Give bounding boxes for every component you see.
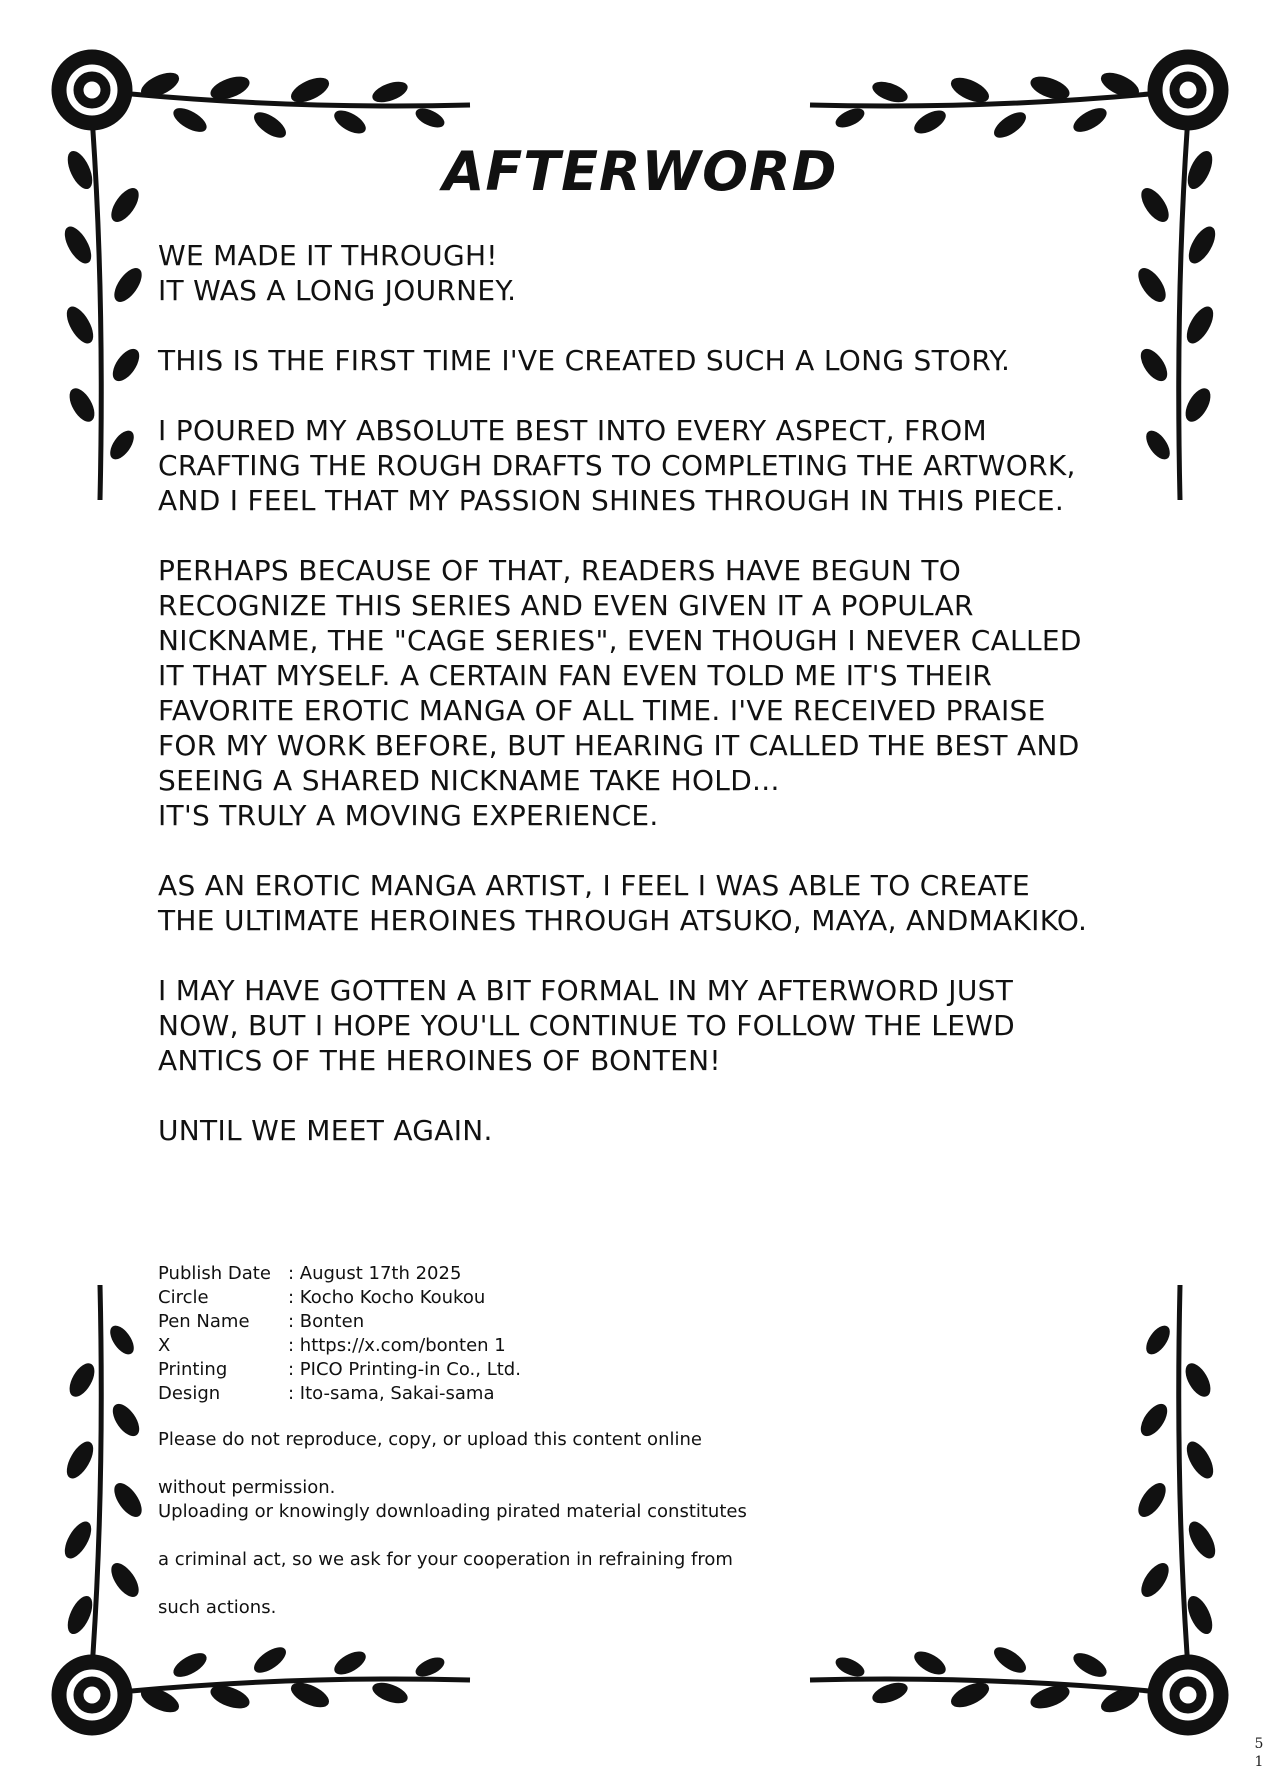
text-line: AS AN EROTIC MANGA ARTIST, I FEEL I WAS ABLE TO CREATE: [158, 869, 1031, 902]
text-line: I POURED MY ABSOLUTE BEST INTO EVERY ASPECT, FROM: [158, 414, 987, 447]
credit-label: Printing: [158, 1359, 228, 1380]
text-line: FOR MY WORK BEFORE, BUT HEARING IT CALLED THE BEST AND: [158, 729, 1080, 762]
text-line: ANTICS OF THE HEROINES OF BONTEN!: [158, 1044, 721, 1077]
text-line: THIS IS THE FIRST TIME I'VE CREATED SUCH A LONG STORY.: [158, 344, 1011, 377]
rose-vine-bottom-right-icon: [790, 1275, 1250, 1755]
paragraph: [158, 238, 1138, 308]
text-line: NICKNAME, THE "CAGE SERIES", EVEN THOUGH I NEVER CALLED: [158, 624, 1082, 657]
credit-row: [158, 1262, 858, 1286]
paragraph: [158, 553, 1138, 833]
notice-line: such actions.: [158, 1597, 277, 1618]
credit-value: : August 17th 2025: [288, 1263, 462, 1284]
page-number-digit: 5: [1254, 1736, 1264, 1752]
text-line: FAVORITE EROTIC MANGA OF ALL TIME. I'VE RECEIVED PRAISE: [158, 694, 1046, 727]
credit-value: : Kocho Kocho Koukou: [288, 1287, 486, 1308]
credit-row: [158, 1310, 858, 1334]
notice-line: Please do not reproduce, copy, or upload this content online: [158, 1429, 702, 1450]
piracy-notice: [158, 1500, 858, 1620]
page-number: [1252, 1735, 1266, 1771]
credit-value: : Ito-sama, Sakai-sama: [288, 1383, 495, 1404]
paragraph: [158, 413, 1138, 518]
credit-label: Design: [158, 1383, 221, 1404]
credit-row: [158, 1334, 858, 1358]
paragraph: [158, 973, 1138, 1078]
credit-row: [158, 1382, 858, 1406]
credit-value: : PICO Printing-in Co., Ltd.: [288, 1359, 521, 1380]
notice-line: a criminal act, so we ask for your cooperation in refraining from: [158, 1549, 733, 1570]
credit-value: : https://x.com/bonten 1: [288, 1335, 506, 1356]
paragraph: [158, 868, 1138, 938]
credit-label: X: [158, 1335, 171, 1356]
paragraph: [158, 1113, 1138, 1148]
credit-label: Publish Date: [158, 1263, 271, 1284]
text-line: IT WAS A LONG JOURNEY.: [158, 274, 517, 307]
text-line: NOW, BUT I HOPE YOU'LL CONTINUE TO FOLLOW THE LEWD: [158, 1009, 1016, 1042]
credit-row: [158, 1358, 858, 1382]
text-line: THE ULTIMATE HEROINES THROUGH ATSUKO, MAYA, ANDMAKIKO.: [158, 904, 1088, 937]
paragraph: [158, 343, 1138, 378]
text-line: CRAFTING THE ROUGH DRAFTS TO COMPLETING THE ARTWORK,: [158, 449, 1076, 482]
afterword-body: [158, 238, 1138, 1183]
notice-line: Uploading or knowingly downloading pirated material constitutes: [158, 1501, 747, 1522]
text-line: WE MADE IT THROUGH!: [158, 239, 498, 272]
text-line: IT THAT MYSELF. A CERTAIN FAN EVEN TOLD ME IT'S THEIR: [158, 659, 993, 692]
text-line: PERHAPS BECAUSE OF THAT, READERS HAVE BEGUN TO: [158, 554, 962, 587]
copyright-notice: [158, 1428, 858, 1500]
notice-line: without permission.: [158, 1477, 336, 1498]
text-line: SEEING A SHARED NICKNAME TAKE HOLD...: [158, 764, 780, 797]
credit-row: [158, 1286, 858, 1310]
page-title: AFTERWORD: [442, 140, 838, 203]
text-line: UNTIL WE MEET AGAIN.: [158, 1114, 493, 1147]
text-line: AND I FEEL THAT MY PASSION SHINES THROUGH IN THIS PIECE.: [158, 484, 1065, 517]
credit-label: Pen Name: [158, 1311, 250, 1332]
text-line: I MAY HAVE GOTTEN A BIT FORMAL IN MY AFTERWORD JUST: [158, 974, 1014, 1007]
page-number-digit: 1: [1254, 1754, 1264, 1770]
text-line: RECOGNIZE THIS SERIES AND EVEN GIVEN IT A POPULAR: [158, 589, 974, 622]
credit-label: Circle: [158, 1287, 209, 1308]
credit-value: : Bonten: [288, 1311, 365, 1332]
text-line: IT'S TRULY A MOVING EXPERIENCE.: [158, 799, 659, 832]
colophon-credits: [158, 1262, 858, 1406]
